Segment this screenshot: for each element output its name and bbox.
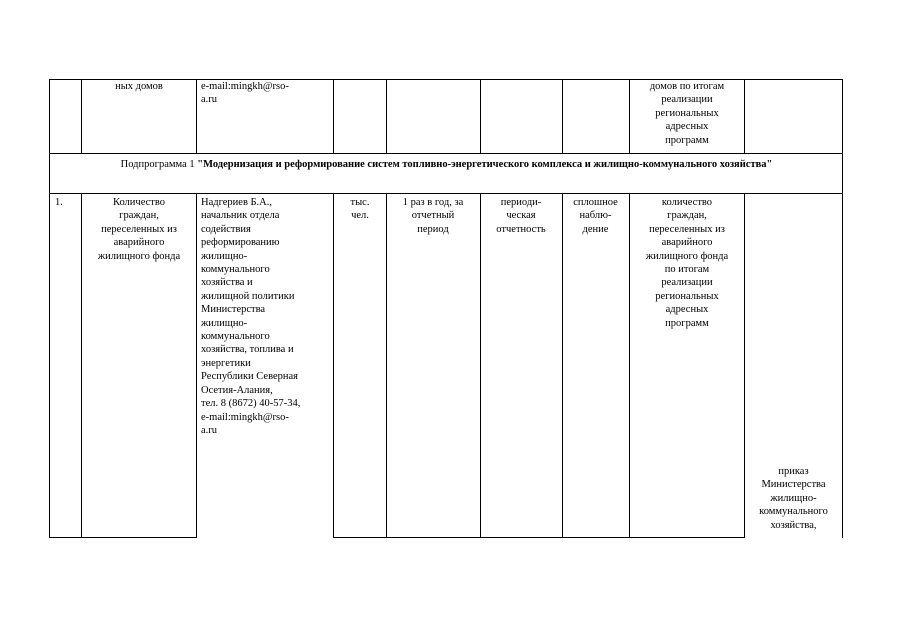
col-rule bbox=[744, 193, 745, 538]
collection-form-cell: периоди- ческая отчетность bbox=[496, 197, 546, 235]
periodicity-cell: 1 раз в год, за отчетный период bbox=[402, 197, 464, 235]
col-rule bbox=[629, 79, 630, 154]
col-rule bbox=[562, 193, 563, 538]
rule-bottom-right bbox=[333, 537, 745, 538]
col-rule bbox=[744, 79, 745, 154]
col-rule bbox=[562, 79, 563, 154]
col-rule bbox=[333, 193, 334, 538]
rule-bottom-left bbox=[49, 537, 196, 538]
description-cell: количество граждан, переселенных из аварийного жилищного фонда по итогам реализации региональных адресных программ bbox=[645, 197, 729, 329]
top-description-cell: домов по итогам реализации региональных адресных программ bbox=[649, 81, 725, 146]
top-indicator-cell: ных домов bbox=[115, 81, 163, 92]
indicator-cell: Количество граждан, переселенных из аварийного жилищного фонда bbox=[97, 197, 181, 262]
basis-cell: приказ Министерства жилищно- коммунального хозяйства, bbox=[759, 466, 828, 531]
col-rule bbox=[196, 79, 197, 154]
col-rule bbox=[480, 193, 481, 538]
subprogram-heading bbox=[50, 158, 843, 173]
subprogram-title: "Модернизация и реформирование систем топливно-энергетического комплекса и жилищно-коммунального хозяйства" bbox=[197, 159, 773, 170]
col-rule bbox=[81, 79, 82, 154]
responsible-cell: Надгериев Б.А., начальник отдела содействия реформированию жилищно- коммунального хозяйства и жилищной политики Министерства жилищно- коммунального хозяйства, топлива и энергетики Республики Северная Осетия-Алания, тел. 8 (8672) 40-57-34, e-mail:mingkh@rso- а.ru bbox=[201, 197, 301, 436]
rule-subprogram-top bbox=[49, 153, 843, 154]
col-rule bbox=[842, 193, 843, 538]
observation-type-cell: сплошное наблю- дение bbox=[573, 197, 618, 235]
col-rule bbox=[333, 79, 334, 154]
col-rule bbox=[629, 193, 630, 538]
row-number-cell: 1. bbox=[55, 197, 63, 208]
col-rule bbox=[49, 193, 50, 538]
col-rule bbox=[81, 193, 82, 538]
col-rule bbox=[386, 79, 387, 154]
rule-subprogram-bottom bbox=[49, 193, 843, 194]
subprogram-prefix: Подпрограмма 1 bbox=[120, 159, 198, 170]
col-rule bbox=[842, 79, 843, 154]
top-responsible-cell: e-mail:mingkh@rso- а.ru bbox=[201, 81, 289, 106]
col-rule bbox=[480, 79, 481, 154]
unit-cell: тыс. чел. bbox=[350, 197, 370, 222]
col-rule bbox=[386, 193, 387, 538]
col-rule bbox=[196, 193, 197, 538]
col-rule bbox=[49, 79, 50, 154]
